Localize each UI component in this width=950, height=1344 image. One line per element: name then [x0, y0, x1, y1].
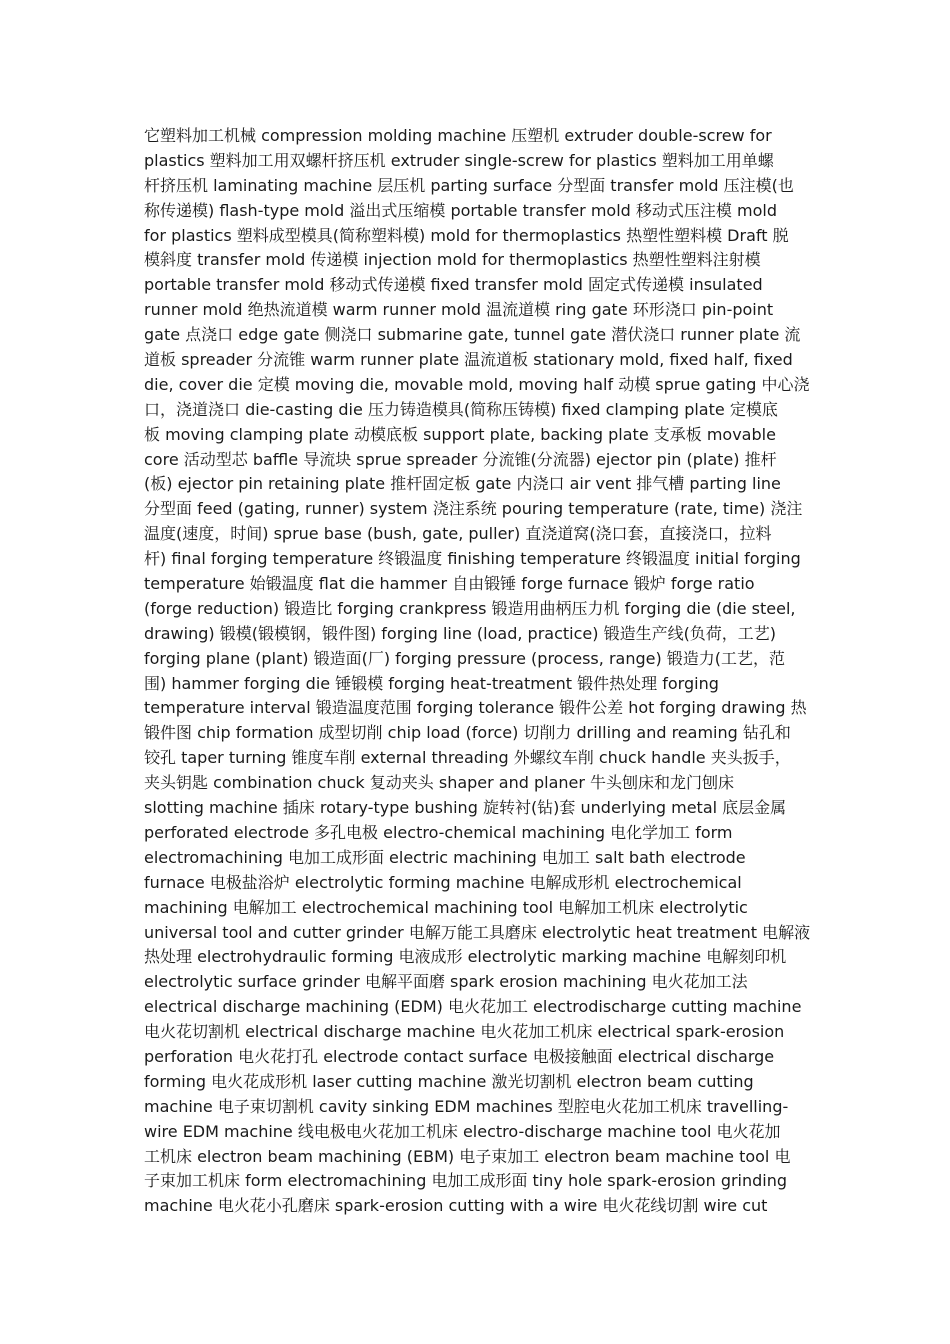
text-line: 围) hammer forging die 锤锻模 forging heat-treatment 锻件热处理 forging — [144, 673, 719, 693]
text-line: 温度(速度，时间) sprue base (bush, gate, puller) 直浇道窝(浇口套，直接浇口，拉料 — [144, 524, 772, 544]
text-line: perforated electrode 多孔电极 electro-chemical machining 电化学加工 form — [144, 822, 733, 842]
text-line: slotting machine 插床 rotary-type bushing 旋转衬(钻)套 underlying metal 底层金属 — [144, 798, 787, 818]
text-line: 子束加工机床 form electromachining 电加工成形面 tiny hole spark-erosion grinding — [144, 1171, 788, 1191]
text-line: 热处理 electrohydraulic forming 电液成形 electrolytic marking machine 电解刻印机 — [144, 947, 787, 967]
text-line: forming 电火花成形机 laser cutting machine 激光切割机 electron beam cutting — [144, 1071, 754, 1091]
text-line: perforation 电火花打孔 electrode contact surface 电极接触面 electrical discharge — [144, 1046, 775, 1066]
text-line: runner mold 绝热流道模 warm runner mold 温流道模 ring gate 环形浇口 pin-point — [144, 300, 774, 320]
text-line: gate 点浇口 edge gate 侧浇口 submarine gate, tunnel gate 潜伏浇口 runner plate 流 — [144, 325, 801, 345]
text-line: die, cover die 定模 moving die, movable mold, moving half 动模 sprue gating 中心浇 — [144, 374, 810, 394]
glossary-paragraph — [144, 124, 814, 1219]
text-line: 模斜度 transfer mold 传递模 injection mold for thermoplastics 热塑性塑料注射模 — [144, 250, 761, 270]
text-line: 锻件图 chip formation 成型切削 chip load (force) 切削力 drilling and reaming 钻孔和 — [144, 723, 791, 743]
text-line: electrical discharge machining (EDM) 电火花加工 electrodischarge cutting machine — [144, 997, 802, 1017]
text-line: portable transfer mold 移动式传递模 fixed transfer mold 固定式传递模 insulated — [144, 275, 763, 295]
text-line: drawing) 锻模(锻模钢，锻件图) forging line (load, practice) 锻造生产线(负荷，工艺) — [144, 623, 777, 643]
text-line: plastics 塑料加工用双螺杆挤压机 extruder single-screw for plastics 塑料加工用单螺 — [144, 150, 774, 170]
text-line: 道板 spreader 分流锥 warm runner plate 温流道板 stationary mold, fixed half, fixed — [144, 350, 793, 370]
text-line: machine 电子束切割机 cavity sinking EDM machines 型腔电火花加工机床 travelling- — [144, 1096, 789, 1116]
text-line: 铰孔 taper turning 锥度车削 external threading 外螺纹车削 chuck handle 夹头扳手， — [144, 748, 791, 768]
text-line: 杆挤压机 laminating machine 层压机 parting surface 分型面 transfer mold 压注模(也 — [144, 175, 794, 195]
text-line: universal tool and cutter grinder 电解万能工具磨床 electrolytic heat treatment 电解液 — [144, 922, 811, 942]
text-line: (forge reduction) 锻造比 forging crankpress 锻造用曲柄压力机 forging die (die steel, — [144, 598, 796, 618]
text-line: 电火花切割机 electrical discharge machine 电火花加工机床 electrical spark-erosion — [144, 1022, 785, 1042]
text-line: 夹头钥匙 combination chuck 复动夹头 shaper and planer 牛头刨床和龙门刨床 — [144, 773, 735, 793]
text-line: electromachining 电加工成形面 electric machining 电加工 salt bath electrode — [144, 847, 746, 867]
text-line: temperature interval 锻造温度范围 forging tolerance 锻件公差 hot forging drawing 热 — [144, 698, 807, 718]
text-line: (板) ejector pin retaining plate 推杆固定板 gate 内浇口 air vent 排气槽 parting line — [144, 474, 781, 494]
text-line: 工机床 electron beam machining (EBM) 电子束加工 electron beam machine tool 电 — [144, 1146, 791, 1166]
text-line: 它塑料加工机械 compression molding machine 压塑机 extruder double-screw for — [144, 126, 772, 145]
text-line: for plastics 塑料成型模具(简称塑料模) mold for thermoplastics 热塑性塑料模 Draft 脱 — [144, 225, 789, 245]
text-line: forging plane (plant) 锻造面(厂) forging pressure (process, range) 锻造力(工艺，范 — [144, 648, 786, 668]
text-line: machining 电解加工 electrochemical machining tool 电解加工机床 electrolytic — [144, 897, 748, 917]
text-line: furnace 电极盐浴炉 electrolytic forming machine 电解成形机 electrochemical — [144, 872, 742, 892]
text-line: 称传递模) flash-type mold 溢出式压缩模 portable transfer mold 移动式压注模 mold — [144, 200, 777, 220]
text-line: electrolytic surface grinder 电解平面磨 spark erosion machining 电火花加工法 — [144, 972, 748, 992]
text-line: 板 moving clamping plate 动模底板 support plate, backing plate 支承板 movable — [144, 424, 776, 444]
text-line: 分型面 feed (gating, runner) system 浇注系统 pouring temperature (rate, time) 浇注 — [144, 499, 803, 519]
text-line: machine 电火花小孔磨床 spark-erosion cutting with a wire 电火花线切割 wire cut — [144, 1196, 768, 1216]
text-line: core 活动型芯 baffle 导流块 sprue spreader 分流锥(分流器) ejector pin (plate) 推杆 — [144, 449, 777, 469]
text-line: 口，浇道浇口 die-casting die 压力铸造模具(简称压铸模) fixed clamping plate 定模底 — [144, 399, 778, 419]
text-line: temperature 始锻温度 flat die hammer 自由锻锤 forge furnace 锻炉 forge ratio — [144, 574, 755, 594]
text-line: 杆) final forging temperature 终锻温度 finishing temperature 终锻温度 initial forging — [144, 549, 801, 569]
text-line: wire EDM machine 线电极电火花加工机床 electro-discharge machine tool 电火花加 — [144, 1121, 781, 1141]
